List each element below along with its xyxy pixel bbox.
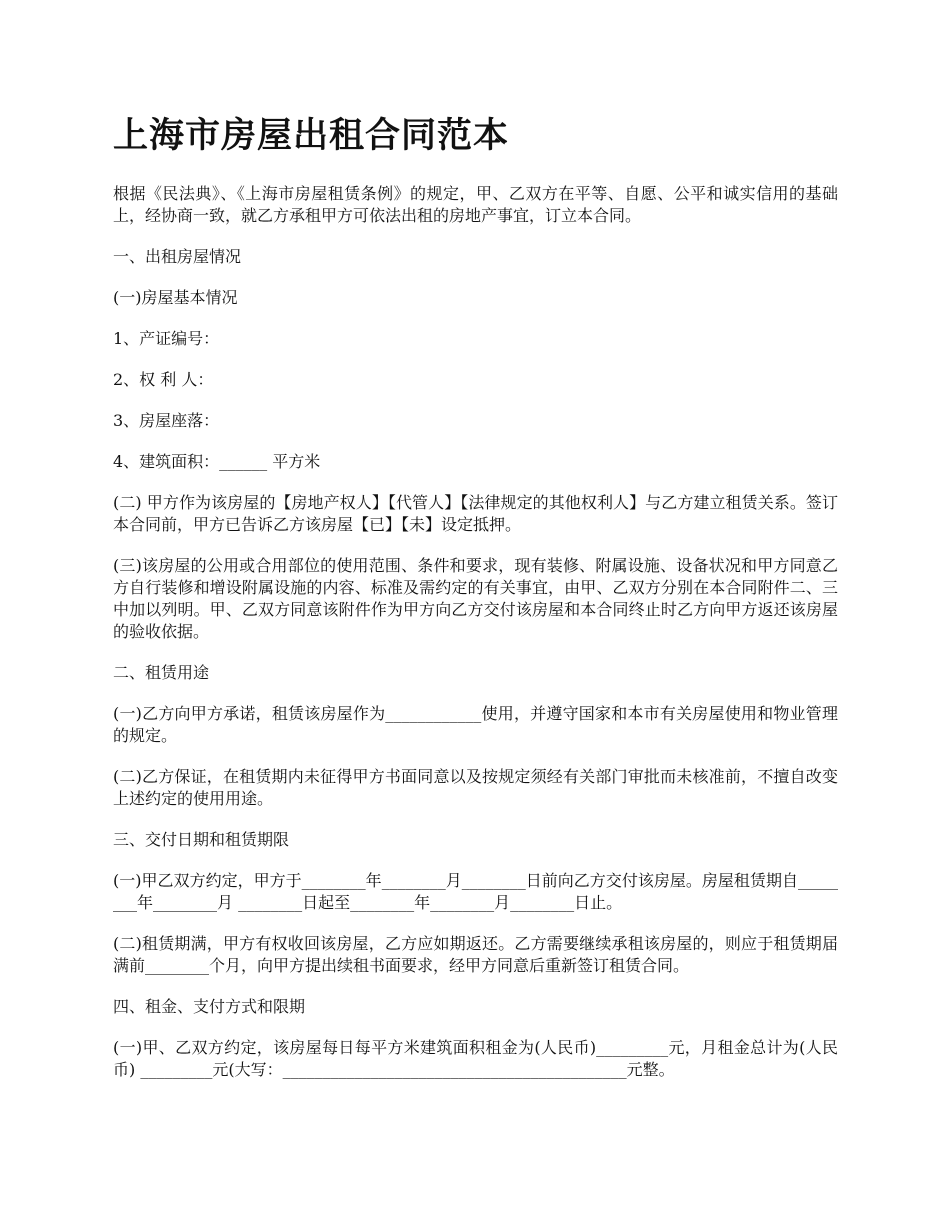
property-cert-number: 1、产证编号： [113,329,220,348]
property-location: 3、房屋座落： [113,411,220,430]
section-heading-4: 四、租金、支付方式和限期 [113,997,306,1016]
property-area: 4、建筑面积：______ 平方米 [113,452,321,471]
section-heading-2: 二、租赁用途 [113,663,210,682]
clause-3-2: (二)租赁期满，甲方有权收回该房屋，乙方应如期返还。乙方需要继续承租该房屋的，则应于租赁期届满前________个月，向甲方提出续租书面要求，经甲方同意后重新签订租赁合同。 [113,934,838,975]
clause-2-1: (一)乙方向甲方承诺，租赁该房屋作为____________使用，并遵守国家和本市有关房屋使用和物业管理的规定。 [113,704,838,745]
clause-3-1: (一)甲乙双方约定，甲方于________年________月________日前向乙方交付该房屋。房屋租赁期自________年________月 ________日起至________年________月________日止。 [113,871,838,912]
document-page [113,112,838,1100]
property-owner: 2、权 利 人： [113,370,214,389]
subsection-heading-1-1: (一)房屋基本情况 [113,288,238,307]
clause-4-1: (一)甲、乙双方约定，该房屋每日每平方米建筑面积租金为(人民币)_________元，月租金总计为(人民币) _________元(大写：___________________________________________元整。 [113,1038,838,1079]
document-title: 上海市房屋出租合同范本 [113,115,510,156]
clause-2-2: (二)乙方保证，在租赁期内未征得甲方书面同意以及按规定须经有关部门审批而未核准前，不擅自改变上述约定的使用用途。 [113,767,838,808]
clause-1-2: (二) 甲方作为该房屋的【房地产权人】【代管人】【法律规定的其他权利人】与乙方建立租赁关系。签订本合同前，甲方已告诉乙方该房屋【已】【未】设定抵押。 [113,493,838,534]
section-heading-1: 一、出租房屋情况 [113,247,242,266]
section-heading-3: 三、交付日期和租赁期限 [113,830,290,849]
clause-1-3: (三)该房屋的公用或合用部位的使用范围、条件和要求，现有装修、附属设施、设备状况和甲方同意乙方自行装修和增设附属设施的内容、标准及需约定的有关事宜，由甲、乙双方分别在本合同附件二、三中加以列明。甲、乙双方同意该附件作为甲方向乙方交付该房屋和本合同终止时乙方向甲方返还该房屋的验收依据。 [113,556,838,641]
preamble-paragraph: 根据《民法典》、《上海市房屋租赁条例》的规定，甲、乙双方在平等、自愿、公平和诚实信用的基础上，经协商一致，就乙方承租甲方可依法出租的房地产事宜，订立本合同。 [113,184,838,225]
